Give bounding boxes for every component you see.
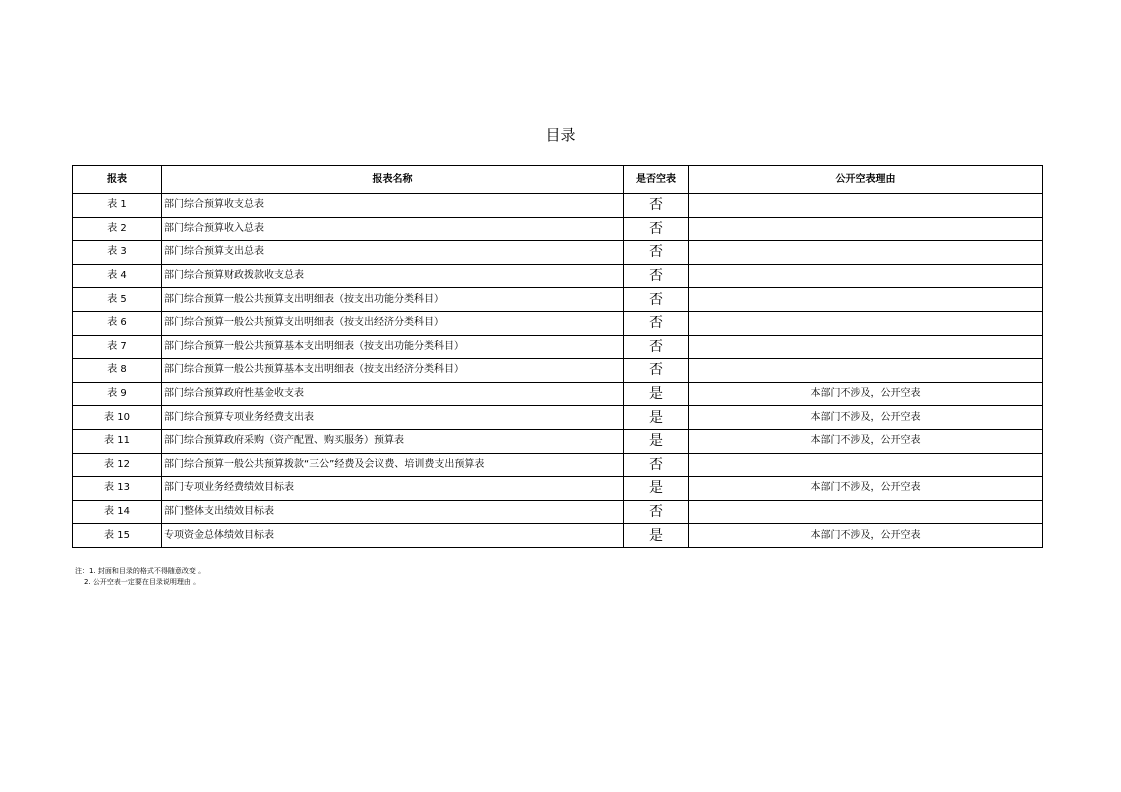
table-row <box>73 288 1043 312</box>
report-no-cell: 表 10 <box>73 406 162 430</box>
report-name-cell: 部门综合预算一般公共预算支出明细表（按支出经济分类科目） <box>162 311 624 335</box>
is-empty-cell: 否 <box>624 241 689 265</box>
table-row <box>73 406 1043 430</box>
table-row <box>73 382 1043 406</box>
report-name-cell: 部门专项业务经费绩效目标表 <box>162 477 624 501</box>
table-row <box>73 264 1043 288</box>
report-no-cell: 表 14 <box>73 500 162 524</box>
table-row <box>73 500 1043 524</box>
is-empty-cell: 否 <box>624 194 689 218</box>
table-row <box>73 311 1043 335</box>
empty-reason-cell: 本部门不涉及，公开空表 <box>689 477 1043 501</box>
report-name-cell: 部门综合预算支出总表 <box>162 241 624 265</box>
empty-reason-cell <box>689 194 1043 218</box>
report-index-table <box>72 165 1043 548</box>
footnote-1: 注：1. 封面和目录的格式不得随意改变 。 <box>75 567 206 575</box>
table-row <box>73 217 1043 241</box>
table-row <box>73 429 1043 453</box>
empty-reason-cell <box>689 359 1043 383</box>
is-empty-cell: 否 <box>624 335 689 359</box>
is-empty-cell: 是 <box>624 477 689 501</box>
report-name-cell: 部门综合预算一般公共预算拨款“三公”经费及会议费、培训费支出预算表 <box>162 453 624 477</box>
empty-reason-cell <box>689 311 1043 335</box>
page-title: 目录 <box>545 126 576 144</box>
table-body <box>73 194 1043 548</box>
table-row <box>73 335 1043 359</box>
is-empty-cell: 否 <box>624 311 689 335</box>
is-empty-cell: 否 <box>624 217 689 241</box>
empty-reason-cell: 本部门不涉及，公开空表 <box>689 406 1043 430</box>
report-name-cell: 部门综合预算一般公共预算基本支出明细表（按支出经济分类科目） <box>162 359 624 383</box>
is-empty-cell: 是 <box>624 406 689 430</box>
is-empty-cell: 否 <box>624 453 689 477</box>
report-name-cell: 部门综合预算专项业务经费支出表 <box>162 406 624 430</box>
is-empty-cell: 否 <box>624 264 689 288</box>
report-no-cell: 表 2 <box>73 217 162 241</box>
report-no-cell: 表 4 <box>73 264 162 288</box>
empty-reason-cell <box>689 264 1043 288</box>
report-no-cell: 表 8 <box>73 359 162 383</box>
table-row <box>73 241 1043 265</box>
empty-reason-cell <box>689 288 1043 312</box>
report-name-cell: 部门综合预算收入总表 <box>162 217 624 241</box>
report-name-cell: 专项资金总体绩效目标表 <box>162 524 624 548</box>
table-row <box>73 477 1043 501</box>
report-no-cell: 表 1 <box>73 194 162 218</box>
table-header-row <box>73 166 1043 194</box>
footnote-2: 2. 公开空表一定要在目录说明理由 。 <box>84 578 201 586</box>
report-no-cell: 表 11 <box>73 429 162 453</box>
empty-reason-cell <box>689 335 1043 359</box>
header-report-no: 报表 <box>73 166 162 194</box>
table-row <box>73 194 1043 218</box>
report-name-cell: 部门综合预算一般公共预算支出明细表（按支出功能分类科目） <box>162 288 624 312</box>
table-row <box>73 453 1043 477</box>
empty-reason-cell <box>689 500 1043 524</box>
report-name-cell: 部门整体支出绩效目标表 <box>162 500 624 524</box>
report-name-cell: 部门综合预算一般公共预算基本支出明细表（按支出功能分类科目） <box>162 335 624 359</box>
empty-reason-cell: 本部门不涉及，公开空表 <box>689 524 1043 548</box>
report-name-cell: 部门综合预算政府性基金收支表 <box>162 382 624 406</box>
is-empty-cell: 是 <box>624 524 689 548</box>
report-no-cell: 表 13 <box>73 477 162 501</box>
report-no-cell: 表 15 <box>73 524 162 548</box>
report-no-cell: 表 6 <box>73 311 162 335</box>
report-no-cell: 表 12 <box>73 453 162 477</box>
empty-reason-cell: 本部门不涉及，公开空表 <box>689 429 1043 453</box>
header-empty-reason: 公开空表理由 <box>689 166 1043 194</box>
is-empty-cell: 是 <box>624 382 689 406</box>
table-row <box>73 359 1043 383</box>
empty-reason-cell <box>689 241 1043 265</box>
empty-reason-cell <box>689 453 1043 477</box>
report-no-cell: 表 9 <box>73 382 162 406</box>
table-row <box>73 524 1043 548</box>
report-no-cell: 表 5 <box>73 288 162 312</box>
is-empty-cell: 否 <box>624 288 689 312</box>
is-empty-cell: 否 <box>624 359 689 383</box>
empty-reason-cell: 本部门不涉及，公开空表 <box>689 382 1043 406</box>
report-name-cell: 部门综合预算政府采购（资产配置、购买服务）预算表 <box>162 429 624 453</box>
footnotes <box>75 566 205 588</box>
empty-reason-cell <box>689 217 1043 241</box>
report-no-cell: 表 7 <box>73 335 162 359</box>
is-empty-cell: 是 <box>624 429 689 453</box>
is-empty-cell: 否 <box>624 500 689 524</box>
report-no-cell: 表 3 <box>73 241 162 265</box>
report-name-cell: 部门综合预算财政拨款收支总表 <box>162 264 624 288</box>
report-name-cell: 部门综合预算收支总表 <box>162 194 624 218</box>
header-report-name: 报表名称 <box>162 166 624 194</box>
header-is-empty: 是否空表 <box>624 166 689 194</box>
